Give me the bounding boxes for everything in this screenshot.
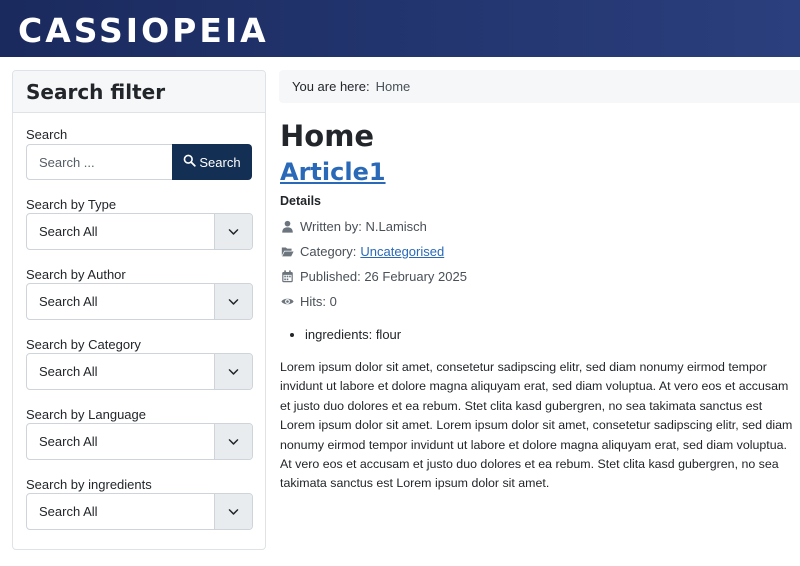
filter-ingredients-value: Search All xyxy=(39,504,98,519)
search-filter-card xyxy=(12,70,266,550)
filter-language-select[interactable] xyxy=(26,423,253,460)
meta-published xyxy=(280,269,795,284)
filter-ingredients-select[interactable] xyxy=(26,493,253,530)
filter-category-label: Search by Category xyxy=(26,337,141,352)
chevron-down-icon xyxy=(214,284,252,319)
filter-language xyxy=(26,407,252,460)
folder-open-icon xyxy=(280,245,294,258)
page-title: Home xyxy=(280,119,375,153)
site-header xyxy=(0,0,800,57)
search-filter-title: Search filter xyxy=(26,80,166,104)
meta-hits-text: Hits: 0 xyxy=(300,294,337,309)
filter-type-value: Search All xyxy=(39,224,98,239)
filter-type-select[interactable] xyxy=(26,213,253,250)
breadcrumb-prefix: You are here: xyxy=(292,79,370,94)
search-filter-body xyxy=(13,113,265,530)
filter-category xyxy=(26,337,252,390)
site-brand-logo[interactable]: CASSIOPEIA xyxy=(18,11,269,50)
meta-author-text: Written by: N.Lamisch xyxy=(300,219,427,234)
user-icon xyxy=(280,220,294,233)
list-item: • ingredients: flour xyxy=(305,327,795,342)
meta-hits xyxy=(280,294,795,309)
filter-type xyxy=(26,197,252,250)
eye-icon xyxy=(280,295,294,308)
search-icon xyxy=(183,154,196,170)
filter-type-label: Search by Type xyxy=(26,197,117,212)
filter-language-value: Search All xyxy=(39,434,98,449)
search-input[interactable] xyxy=(26,144,172,180)
main-content xyxy=(280,118,795,494)
filter-ingredients-label: Search by ingredients xyxy=(26,477,152,492)
meta-category xyxy=(280,244,795,259)
filter-category-value: Search All xyxy=(39,364,98,379)
search-label: Search xyxy=(26,127,68,142)
filter-author-value: Search All xyxy=(39,294,98,309)
search-button[interactable] xyxy=(172,144,252,180)
filter-language-label: Search by Language xyxy=(26,407,146,422)
search-row xyxy=(26,144,252,180)
details-heading: Details xyxy=(280,194,321,208)
meta-published-text: Published: 26 February 2025 xyxy=(300,269,467,284)
category-link[interactable]: Uncategorised xyxy=(360,244,445,259)
filter-author-label: Search by Author xyxy=(26,267,126,282)
meta-author xyxy=(280,219,795,234)
filter-ingredients xyxy=(26,477,252,530)
calendar-icon xyxy=(280,270,294,283)
breadcrumb-item-home: Home xyxy=(375,79,411,94)
filter-author xyxy=(26,267,252,320)
chevron-down-icon xyxy=(214,354,252,389)
chevron-down-icon xyxy=(214,424,252,459)
filter-author-select[interactable] xyxy=(26,283,253,320)
chevron-down-icon xyxy=(214,494,252,529)
article-body: Lorem ipsum dolor sit amet, consetetur sadipscing elitr, sed diam nonumy eirmod tempor invidunt ut labore et dolore magna aliquyam erat, sed diam voluptua. At vero eos et accusam et justo duo dolores et ea rebum. Stet clita kasd gubergren, no sea takimata sanctus est Lorem ipsum dolor sit amet. Lorem ipsum dolor sit amet, consetetur sadipscing elitr, sed diam nonumy eirmod tempor invidunt ut labore et dolore magna aliquyam erat, sed diam voluptua. At vero eos et accusam et justo duo dolores et ea rebum. Stet clita kasd gubergren, no sea takimata sanctus est Lorem ipsum dolor sit amet. xyxy=(280,360,793,491)
filter-category-select[interactable] xyxy=(26,353,253,390)
article-title-link[interactable]: Article1 xyxy=(280,158,386,186)
search-filter-header xyxy=(13,71,265,113)
meta-category-label: Category: xyxy=(300,244,357,259)
breadcrumb xyxy=(279,70,800,103)
chevron-down-icon xyxy=(214,214,252,249)
custom-fields-list xyxy=(280,327,795,342)
search-button-label: Search xyxy=(199,154,241,170)
